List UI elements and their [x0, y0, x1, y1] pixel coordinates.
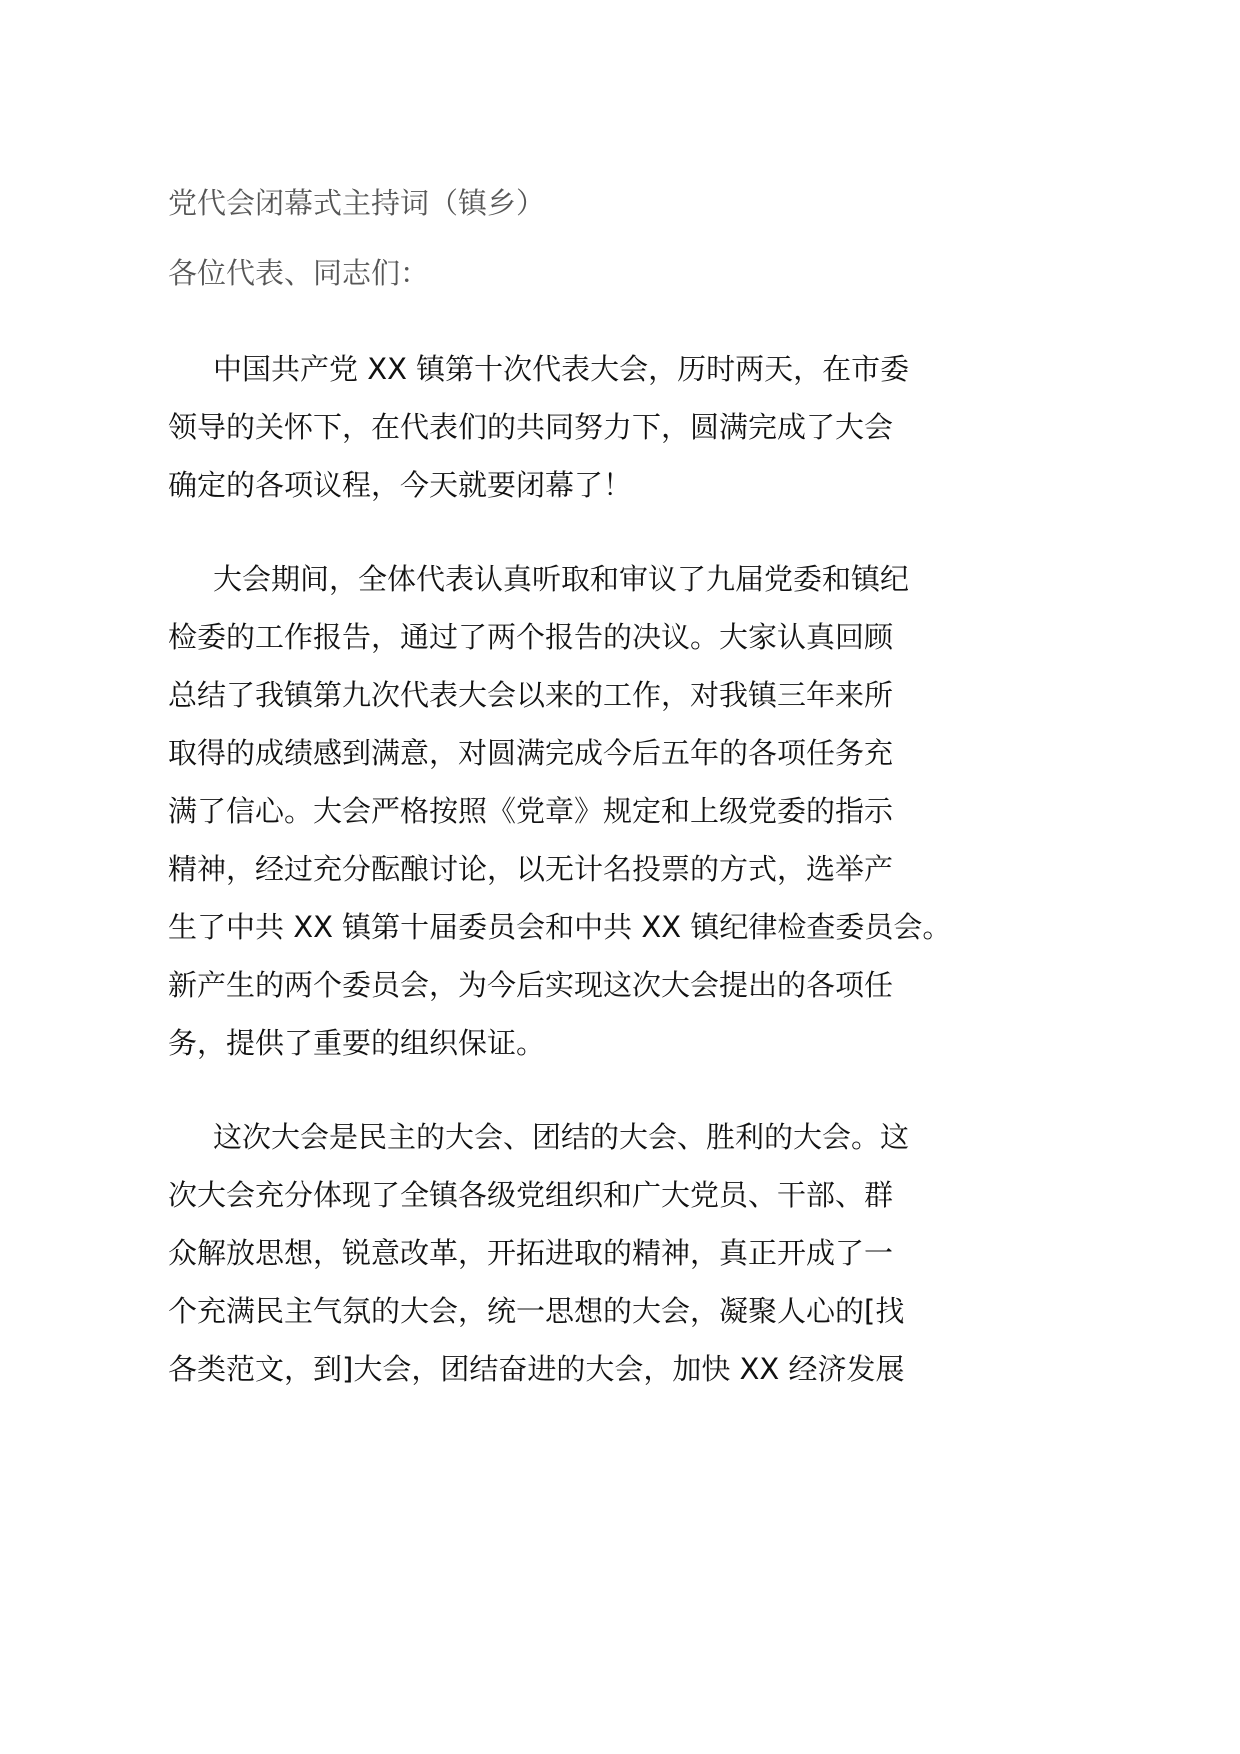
- paragraph-line: 务，提供了重要的组织保证。: [168, 1026, 546, 1060]
- paragraph-line: 精神，经过充分酝酿讨论，以无计名投票的方式，选举产: [168, 852, 894, 886]
- paragraph-line: 确定的各项议程，今天就要闭幕了！: [168, 468, 633, 502]
- paragraph-line: 这次大会是民主的大会、团结的大会、胜利的大会。这: [213, 1120, 910, 1154]
- paragraph-line: 领导的关怀下，在代表们的共同努力下，圆满完成了大会: [168, 410, 894, 444]
- paragraph: [168, 340, 968, 514]
- greeting: 各位代表、同志们：: [168, 256, 430, 290]
- paragraph-line: 满了信心。大会严格按照《党章》规定和上级党委的指示: [168, 794, 894, 828]
- paragraph-line: 检委的工作报告，通过了两个报告的决议。大家认真回顾: [168, 620, 894, 654]
- paragraph-line: 众解放思想，锐意改革，开拓进取的精神，真正开成了一: [168, 1236, 894, 1270]
- paragraph-line: 各类范文，到]大会，团结奋进的大会，加快 XX 经济发展: [168, 1352, 905, 1386]
- paragraph-line: 总结了我镇第九次代表大会以来的工作，对我镇三年来所: [168, 678, 894, 712]
- paragraph: [168, 1108, 968, 1398]
- document-body: [168, 340, 968, 1434]
- document-title: 党代会闭幕式主持词（镇乡）: [168, 186, 546, 220]
- paragraph-line: 生了中共 XX 镇第十届委员会和中共 XX 镇纪律检查委员会。: [168, 910, 952, 944]
- paragraph-line: 次大会充分体现了全镇各级党组织和广大党员、干部、群: [168, 1178, 894, 1212]
- paragraph: [168, 550, 968, 1072]
- paragraph-line: 新产生的两个委员会，为今后实现这次大会提出的各项任: [168, 968, 894, 1002]
- paragraph-line: 取得的成绩感到满意，对圆满完成今后五年的各项任务充: [168, 736, 894, 770]
- paragraph-line: 中国共产党 XX 镇第十次代表大会，历时两天，在市委: [213, 352, 910, 386]
- paragraph-line: 个充满民主气氛的大会，统一思想的大会，凝聚人心的[找: [168, 1294, 905, 1328]
- paragraph-line: 大会期间，全体代表认真听取和审议了九届党委和镇纪: [213, 562, 910, 596]
